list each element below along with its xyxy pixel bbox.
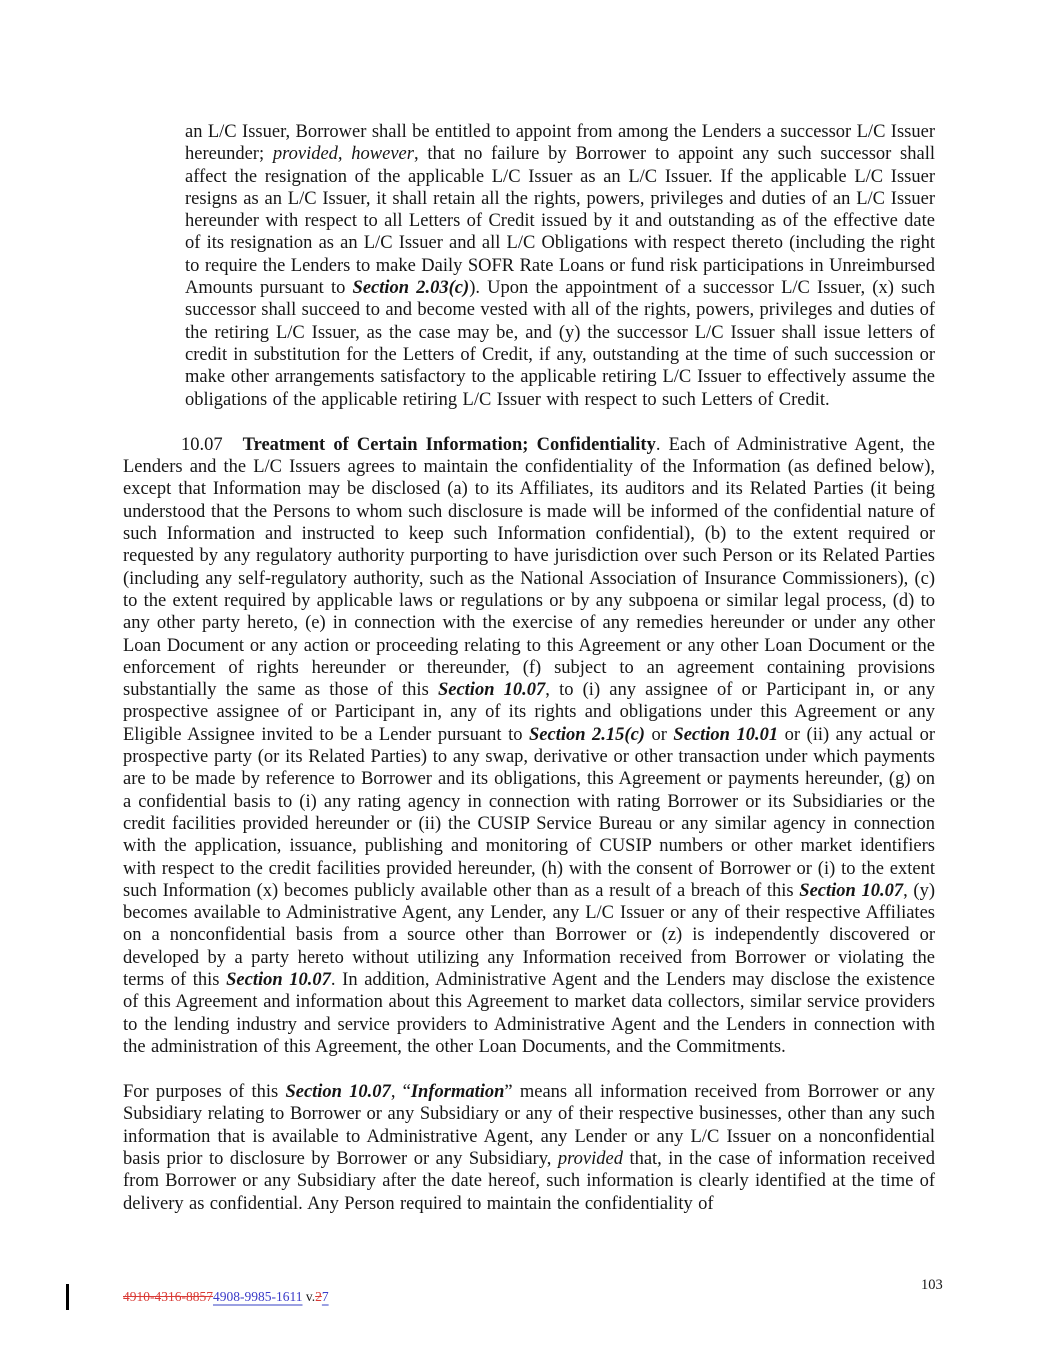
revision-change-bar: [66, 1284, 69, 1310]
paragraph-information-definition: For purposes of this Section 10.07, “Information” means all information received from Borrower or any Subsidiary relating to Borrower or any Subsidiary or any of their respective businesses, other than any such information that is available to Administrative Agent, any Lender or any L/C Issuer on a nonconfidential basis prior to disclosure by Borrower or any Subsidiary, provided that, in the case of information received from Borrower or any Subsidiary after the date hereof, such information is clearly identified at the time of delivery as confidential. Any Person required to maintain the confidentiality of: [123, 1082, 935, 1214]
document-body: [123, 121, 935, 1238]
paragraph-section-10-07-confidentiality: 10.07 Treatment of Certain Information; Confidentiality. Each of Administrative Agent, the Lenders and the L/C Issuers agrees to maintain the confidentiality of the Information (as defined below), except that Information may be disclosed (a) to its Affiliates, its auditors and its Related Parties (it being understood that the Persons to whom such disclosure is made will be informed of the confidential nature of such Information and instructed to keep such Information confidential), (b) to the extent required or requested by any regulatory authority purporting to have jurisdiction over such Person or its Related Parties (including any self-regulatory authority, such as the National Association of Insurance Commissioners), (c) to the extent required by applicable laws or regulations or by any subpoena or similar legal process, (d) to any other party hereto, (e) in connection with the exercise of any remedies hereunder or under any other Loan Document or any action or proceeding relating to this Agreement or any other Loan Document or the enforcement of rights hereunder or thereunder, (f) subject to an agreement containing provisions substantially the same as those of this Section 10.07, to (i) any assignee of or Participant in, or any prospective assignee of or Participant in, any of its rights and obligations under this Agreement or any Eligible Assignee invited to be a Lender pursuant to Section 2.15(c) or Section 10.01 or (ii) any actual or prospective party (or its Related Parties) to any swap, derivative or other transaction under which payments are to be made by reference to Borrower and its obligations, this Agreement or payments hereunder, (g) on a confidential basis to (i) any rating agency in connection with rating Borrower or its Subsidiaries or the credit facilities provided hereunder or (ii) the CUSIP Service Bureau or any similar agency in connection with the application, issuance, publishing and monitoring of CUSIP numbers or other market identifiers with respect to the credit facilities provided hereunder, (h) with the consent of Borrower or (i) to the extent such Information (x) becomes publicly available other than as a result of a breach of this Section 10.07, (y) becomes available to Administrative Agent, any Lender, any L/C Issuer or any of their respective Affiliates on a nonconfidential basis from a source other than Borrower or (z) is independently discovered or developed by a party hereto without utilizing any Information received from Borrower or violating the terms of this Section 10.07. In addition, Administrative Agent and the Lenders may disclose the existence of this Agreement and information about this Agreement to market data collectors, similar service providers to the lending industry and service providers to Administrative Agent and the Lenders in connection with the administration of this Agreement, the other Loan Documents, and the Commitments.: [123, 434, 935, 1057]
footer-document-id-redline: 4910-4316-88574908-9985-1611 v.27: [123, 1289, 329, 1304]
page-number: 103: [921, 1277, 943, 1293]
paragraph-lc-issuer-successor: an L/C Issuer, Borrower shall be entitled to appoint from among the Lenders a successor L/C Issuer hereunder; provided, however, that no failure by Borrower to appoint any such successor shall affect the resignation of the applicable L/C Issuer as an L/C Issuer. If the applicable L/C Issuer resigns as an L/C Issuer, it shall retain all the rights, powers, privileges and duties of an L/C Issuer hereunder with respect to all Letters of Credit issued by it and outstanding as of the effective date of its resignation as an L/C Issuer and all L/C Obligations with respect thereto (including the right to require the Lenders to make Daily SOFR Rate Loans or fund risk participations in Unreimbursed Amounts pursuant to Section 2.03(c)). Upon the appointment of a successor L/C Issuer, (x) such successor shall succeed to and become vested with all of the rights, powers, privileges and duties of the retiring L/C Issuer, as the case may be, and (y) the successor L/C Issuer shall issue letters of credit in substitution for the Letters of Credit, if any, outstanding at the time of such succession or make other arrangements satisfactory to the applicable retiring L/C Issuer to effectively assume the obligations of the applicable retiring L/C Issuer with respect to such Letters of Credit.: [185, 122, 935, 410]
